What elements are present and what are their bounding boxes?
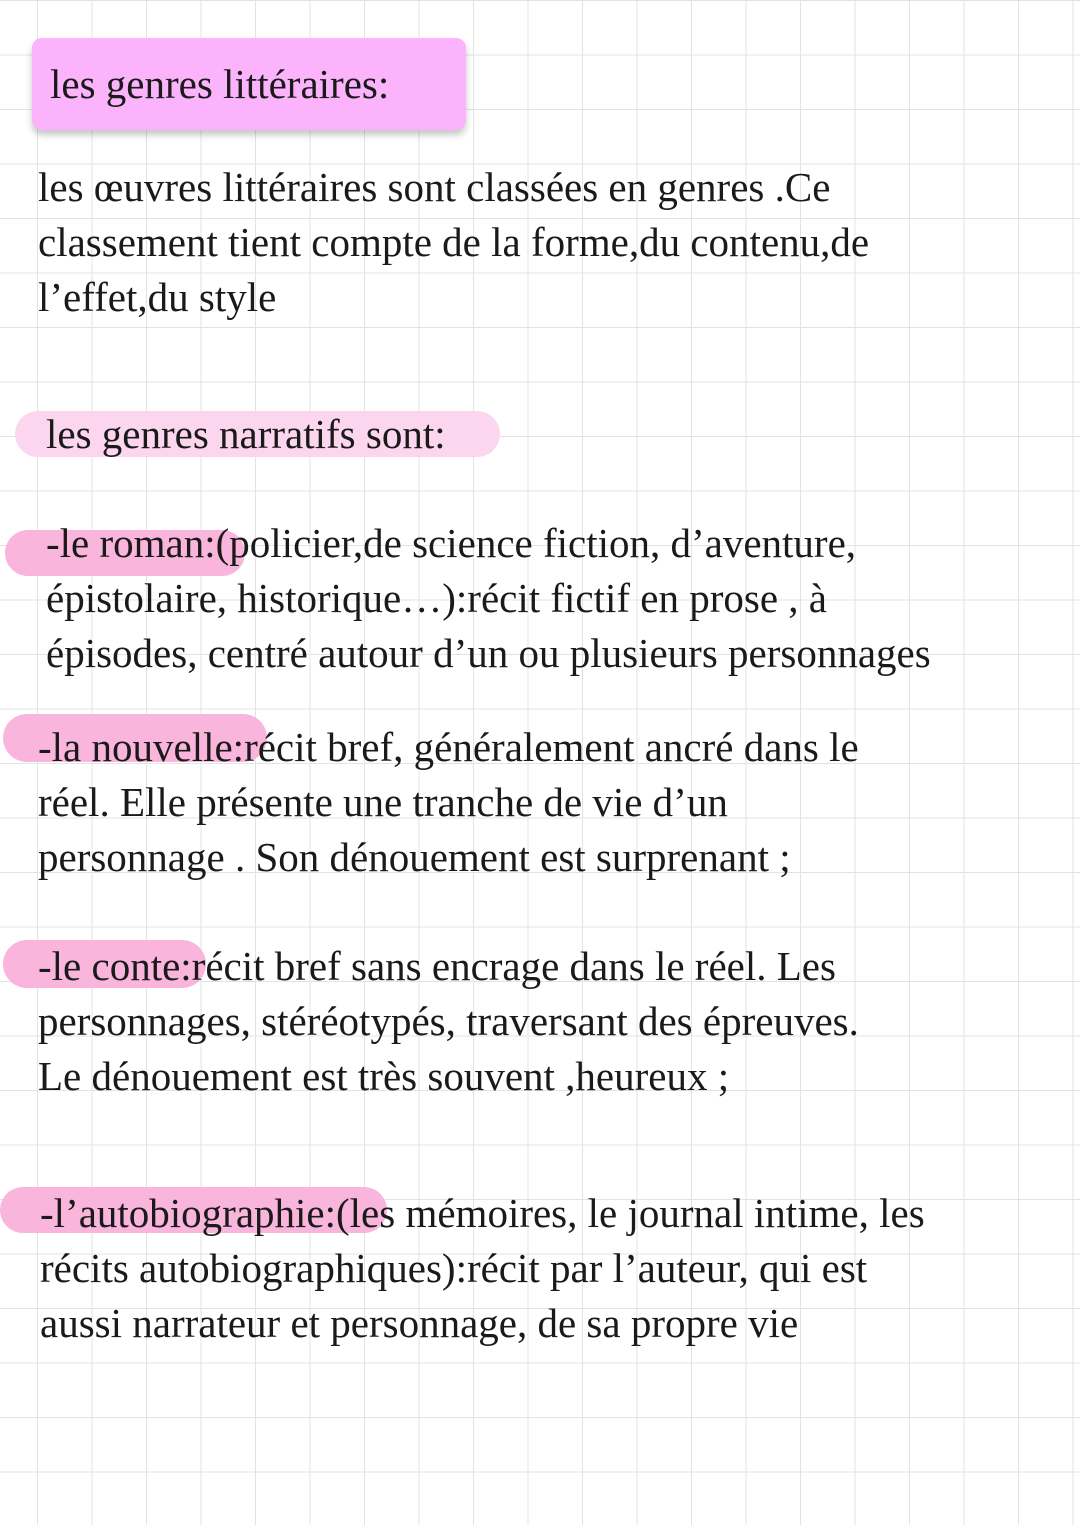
genre-description-line: aussi narrateur et personnage, de sa propre vie	[40, 1300, 799, 1346]
genre-conte	[38, 939, 859, 1104]
genre-roman	[46, 516, 931, 681]
genre-description-line: réel. Elle présente une tranche de vie d’un	[38, 779, 728, 825]
intro-line: l’effet,du style	[38, 274, 277, 320]
section-subtitle: les genres narratifs sont:	[46, 411, 446, 457]
intro-paragraph	[38, 160, 869, 325]
genre-description-line: récits autobiographiques):récit par l’auteur, qui est	[40, 1245, 868, 1291]
page-title: les genres littéraires:	[50, 61, 390, 107]
genre-description-line: épistolaire, historique…):récit fictif en prose , à	[46, 575, 828, 621]
genre-term: -l’autobiographie:	[40, 1190, 337, 1236]
genre-description-line: personnage . Son dénouement est surprenant ;	[38, 834, 791, 880]
genre-description-line: récit bref sans encrage dans le réel. Les	[191, 943, 836, 989]
genre-description-line: récit bref, généralement ancré dans le	[244, 724, 859, 770]
intro-line: classement tient compte de la forme,du contenu,de	[38, 219, 870, 265]
genre-nouvelle	[38, 720, 859, 885]
genre-autobiographie	[40, 1186, 925, 1351]
genre-term: -le conte:	[38, 943, 192, 989]
genre-term: -le roman:	[46, 520, 216, 566]
intro-line: les œuvres littéraires sont classées en genres .Ce	[38, 164, 831, 210]
genre-description-line: (policier,de science fiction, d’aventure,	[215, 520, 857, 566]
genre-description-line: (les mémoires, le journal intime, les	[336, 1190, 925, 1236]
genre-description-line: Le dénouement est très souvent ,heureux ;	[38, 1053, 730, 1099]
genre-description-line: personnages, stéréotypés, traversant des épreuves.	[38, 998, 859, 1044]
genre-term: -la nouvelle:	[38, 724, 245, 770]
genre-description-line: épisodes, centré autour d’un ou plusieurs personnages	[46, 630, 931, 676]
